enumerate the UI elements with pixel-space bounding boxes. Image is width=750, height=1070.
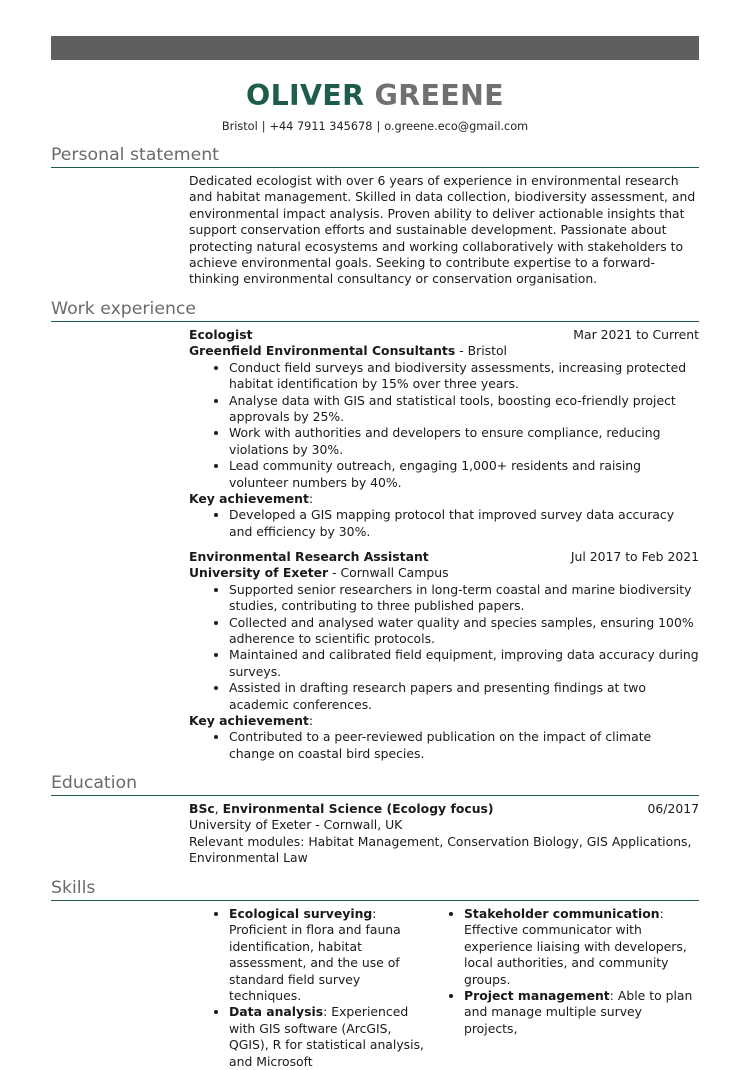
header-bar	[51, 36, 699, 60]
achievement-label: Key achievement	[189, 713, 309, 729]
job-header	[189, 549, 699, 565]
section-title-education: Education	[51, 772, 699, 796]
skill-desc: Proficient in flora and fauna identification, habitat assessment, and the use of standard field survey techniques.	[229, 922, 401, 1004]
skill-desc: Effective communicator with experience liaising with developers, local authorities, and community groups.	[464, 922, 687, 987]
list-item: • Developed a GIS mapping protocol that improved survey data accuracy and efficiency by 30%.	[229, 507, 699, 540]
list-item: • Work with authorities and developers to ensure compliance, reducing violations by 30%.	[229, 425, 699, 458]
contact-email[interactable]: o.greene.eco@gmail.com	[384, 120, 529, 133]
personal-statement	[189, 173, 699, 288]
job-employer-line	[189, 565, 699, 581]
list-item: • Data analysis: Experienced with GIS software (ArcGIS, QGIS), R for statistical analysis, and Microsoft	[229, 1004, 434, 1070]
list-item: • Contributed to a peer-reviewed publication on the impact of climate change on coastal bird species.	[229, 729, 699, 762]
skill-name: Ecological surveying	[229, 906, 373, 921]
section-title-skills: Skills	[51, 877, 699, 901]
achievement-label: Key achievement	[189, 491, 309, 507]
contact-separator: |	[261, 120, 266, 133]
job-bullets	[189, 582, 699, 713]
list-item: • Project management: Able to plan and manage multiple survey projects,	[464, 988, 699, 1037]
contact-city: Bristol	[221, 120, 258, 133]
list-item: • Analyse data with GIS and statistical tools, boosting eco-friendly project approvals by 25%.	[229, 393, 699, 426]
achievement-label-line: Key achievement:	[189, 491, 314, 507]
skill-name: Data analysis	[229, 1004, 324, 1020]
job-employer: Greenfield Environmental Consultants	[189, 343, 456, 359]
section-title-personal: Personal statement	[51, 144, 699, 168]
last-name: GREENE	[374, 79, 504, 112]
job-title: Ecologist	[189, 327, 253, 342]
job-bullets	[189, 360, 699, 491]
list-item: • Collected and analysed water quality and species samples, ensuring 100% adherence to scientific protocols.	[229, 615, 699, 648]
list-item: • Conduct field surveys and biodiversity assessments, increasing protected habitat identification by 15% over three years.	[229, 360, 699, 393]
skill-desc: Able to plan and manage multiple survey projects,	[464, 988, 693, 1036]
contact-separator: |	[376, 120, 381, 133]
list-item: • Assisted in drafting research papers and presenting findings at two academic conferences.	[229, 680, 699, 713]
job-entry	[189, 327, 699, 540]
list-item: • Ecological surveying: Proficient in flora and fauna identification, habitat assessment, and the use of standard field survey techniques.	[229, 906, 434, 1004]
degree-line: BSc, Environmental Science (Ecology focus)	[189, 801, 494, 816]
job-employer: University of Exeter	[189, 565, 329, 581]
skill-name: Stakeholder communication	[464, 906, 660, 921]
relevant-modules: Relevant modules: Habitat Management, Conservation Biology, GIS Applications, Environmental Law	[189, 833, 692, 866]
job-title: Environmental Research Assistant	[189, 549, 429, 564]
list-item: • Maintained and calibrated field equipment, improving data accuracy during surveys.	[229, 647, 699, 680]
first-name: OLIVER	[246, 79, 365, 112]
job-location: - Bristol	[455, 343, 507, 359]
list-item: • Stakeholder communication: Effective communicator with experience liaising with developers, local authorities, and community groups.	[464, 906, 699, 988]
job-dates: Jul 2017 to Feb 2021	[570, 549, 699, 564]
section-title-work: Work experience	[51, 298, 699, 322]
job-dates: Mar 2021 to Current	[573, 327, 699, 342]
degree-field: Environmental Science (Ecology focus)	[222, 801, 494, 816]
statement-text: Dedicated ecologist with over 6 years of experience in environmental research and habitat management. Skilled in data collection, biodiversity assessment, and environmental impact analysis. Proven ability to deliver actionable insights that support conservation efforts and sustainable development. Passionate about protecting natural ecosystems and working collaboratively with stakeholders to achieve environmental goals. Seeking to contribute expertise to a forward-thinking environmental consultancy or conservation organisation.	[189, 173, 696, 287]
list-item: • Lead community outreach, engaging 1,000+ residents and raising volunteer numbers by 40%.	[229, 458, 699, 491]
job-location: - Cornwall Campus	[328, 565, 449, 581]
degree: BSc	[189, 801, 215, 816]
graduation-date: 06/2017	[647, 801, 699, 816]
skills-column-right	[434, 906, 699, 1070]
education-entry	[189, 801, 699, 867]
institution: University of Exeter - Cornwall, UK	[189, 817, 403, 833]
achievement-label-line: Key achievement:	[189, 713, 314, 729]
contact-phone: +44 7911 345678	[269, 120, 373, 133]
achievement-list	[189, 729, 699, 762]
skills-column-left	[189, 906, 434, 1070]
candidate-name	[0, 76, 750, 116]
job-header	[189, 327, 699, 343]
contact-line	[0, 119, 750, 135]
skill-desc: Experienced with GIS software (ArcGIS, QGIS), R for statistical analysis, and Microsoft	[229, 1004, 424, 1069]
education-header	[189, 801, 699, 817]
skill-name: Project management	[464, 988, 610, 1004]
skills-list	[189, 906, 699, 1070]
job-employer-line	[189, 343, 699, 359]
list-item: • Supported senior researchers in long-term coastal and marine biodiversity studies, contributing to three published papers.	[229, 582, 699, 615]
achievement-list	[189, 507, 699, 540]
job-entry	[189, 549, 699, 762]
